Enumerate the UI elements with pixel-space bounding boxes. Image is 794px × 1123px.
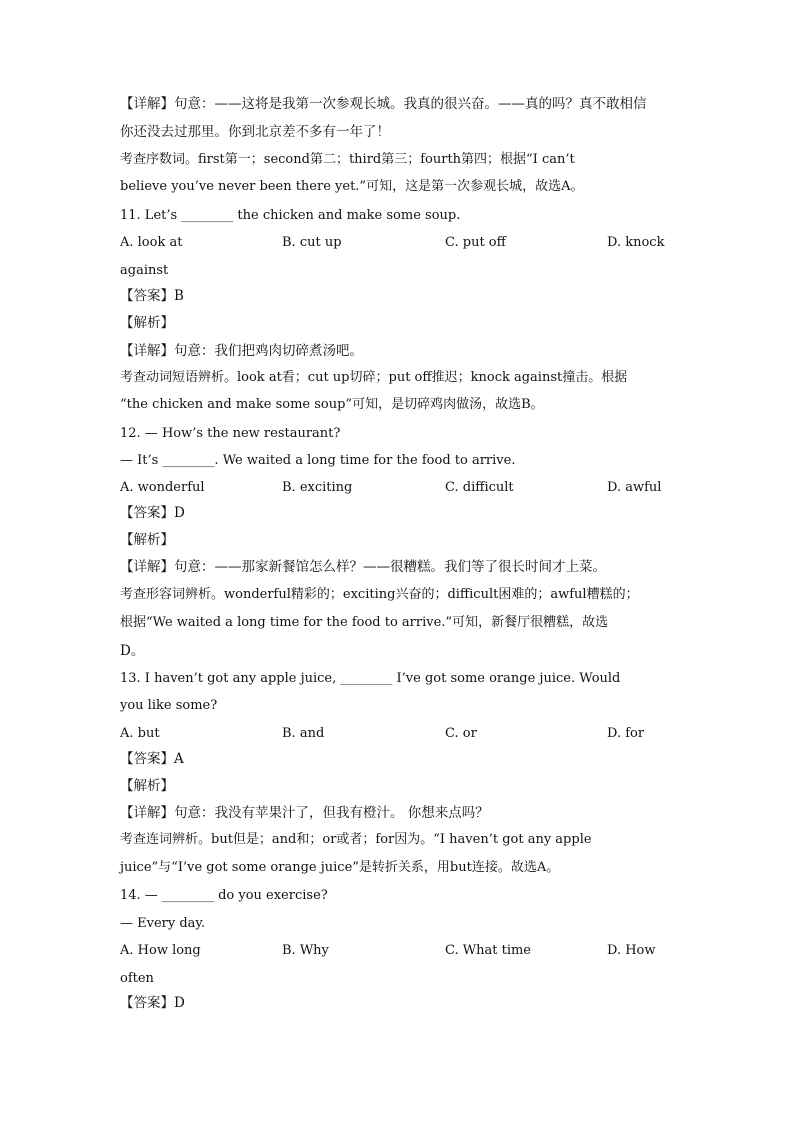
analysis-line: 考查形容词辨析。wonderful精彩的；exciting兴奋的；difficult困难的；awful糟糕的；: [120, 587, 639, 602]
question-11-options: [0, 233, 794, 253]
option-d: D. awful: [607, 480, 662, 495]
question-12-options: [0, 478, 794, 498]
option-a: A. How long: [120, 943, 201, 958]
answer-label: 【答案】A: [120, 751, 184, 767]
option-d: D. knock: [607, 235, 665, 250]
question-11-stem: 11. Let’s ________ the chicken and make some soup.: [120, 208, 461, 223]
explanation-line: 【详解】句意：——那家新餐馆怎么样？——很糟糕。我们等了很长时间才上菜。: [120, 559, 606, 575]
option-b: B. Why: [282, 943, 329, 958]
explanation-line: 【详解】句意：我没有苹果汁了，但我有橙汁。 你想来点吗？: [120, 805, 489, 821]
option-c: C. difficult: [445, 480, 514, 495]
answer-label: 【答案】D: [120, 505, 185, 521]
analysis-heading: 【解析】: [120, 315, 174, 331]
question-12-stem: — It’s ________. We waited a long time for the food to arrive.: [120, 453, 516, 468]
question-13-options: [0, 724, 794, 744]
option-c: C. What time: [445, 943, 531, 958]
question-14-stem: 14. — ________ do you exercise?: [120, 888, 328, 903]
analysis-line: juice”与“I’ve got some orange juice”是转折关系，用but连接。故选A。: [120, 860, 560, 875]
option-d: D. for: [607, 726, 645, 741]
answer-label: 【答案】D: [120, 995, 185, 1011]
explanation-line: 【详解】句意：——这将是我第一次参观长城。我真的很兴奋。——真的吗？真不敢相信: [120, 96, 647, 112]
option-b: B. cut up: [282, 235, 342, 250]
analysis-heading: 【解析】: [120, 532, 174, 548]
analysis-line: 根据“We waited a long time for the food to arrive.”可知，新餐厅很糟糕，故选: [120, 615, 609, 630]
option-a: A. look at: [120, 235, 183, 250]
option-a: A. but: [120, 726, 160, 741]
option-c: C. put off: [445, 235, 506, 250]
question-14-stem: — Every day.: [120, 916, 206, 931]
option-c: C. or: [445, 726, 477, 741]
explanation-line: 你还没去过那里。你到北京差不多有一年了！: [120, 124, 390, 140]
option-wrap-text: against: [120, 263, 169, 278]
analysis-line: believe you’ve never been there yet.”可知，这是第一次参观长城，故选A。: [120, 179, 584, 194]
analysis-line: “the chicken and make some soup”可知，是切碎鸡肉做汤，故选B。: [120, 397, 544, 412]
analysis-line: 考查连词辨析。but但是；and和；or或者；for因为。“I haven’t got any apple: [120, 832, 592, 847]
question-13-stem: 13. I haven’t got any apple juice, ________ I’ve got some orange juice. Would: [120, 671, 621, 686]
option-b: B. exciting: [282, 480, 353, 495]
analysis-line: D。: [120, 643, 145, 659]
question-12-stem: 12. — How’s the new restaurant?: [120, 426, 341, 441]
explanation-line: 【详解】句意：我们把鸡肉切碎煮汤吧。: [120, 343, 363, 359]
analysis-line: 考查序数词。first第一；second第二；third第三；fourth第四；根据“I can’t: [120, 152, 575, 167]
option-a: A. wonderful: [120, 480, 205, 495]
analysis-heading: 【解析】: [120, 778, 174, 794]
option-d: D. How: [607, 943, 656, 958]
option-b: B. and: [282, 726, 325, 741]
analysis-line: 考查动词短语辨析。look at看；cut up切碎；put off推迟；knock against撞击。根据: [120, 370, 628, 385]
answer-label: 【答案】B: [120, 288, 184, 304]
option-wrap-text: often: [120, 971, 154, 986]
question-14-options: [0, 941, 794, 961]
question-13-stem: you like some?: [120, 698, 218, 713]
